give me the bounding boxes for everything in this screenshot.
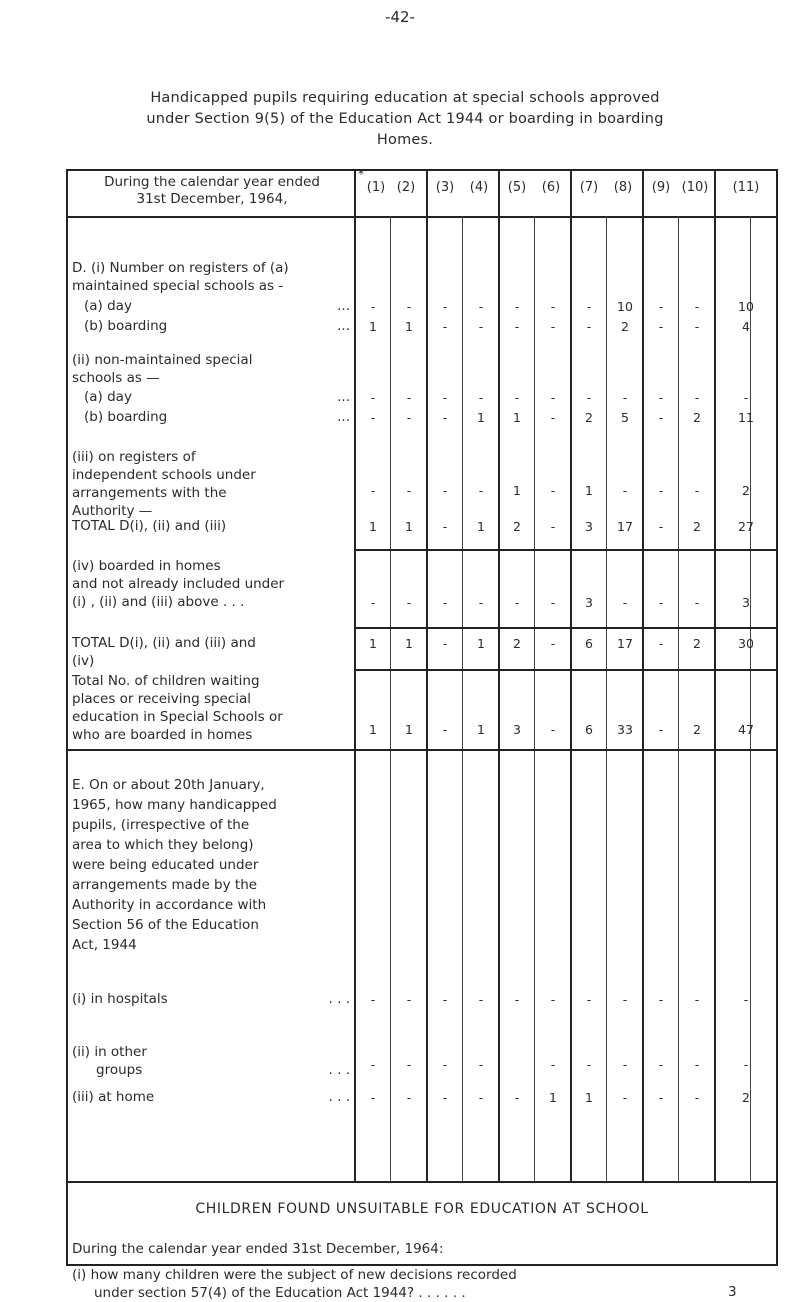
table-cell: 1 [405,519,413,534]
table-cell: - [622,595,628,610]
table-cell: - [406,1090,412,1105]
table-cell: - [442,319,448,334]
table-cell: 1 [513,483,521,498]
non-maintained-intro [72,351,354,387]
label-line: Total No. of children waiting [72,673,260,689]
label-line: (iv) [72,653,95,669]
table-cell: - [406,595,412,610]
table-cell: 33 [617,722,633,737]
table-cell: 2 [693,519,701,534]
table-cell: - [622,992,628,1007]
label-line: and not already included under [72,576,285,592]
table-cell: - [658,992,664,1007]
table-cell: - [406,1057,412,1072]
table-cell: - [478,1057,484,1072]
table-cell: - [658,595,664,610]
table-cell: - [694,299,700,314]
footer-separator [66,1181,778,1183]
sub-column-divider [390,216,391,1181]
table-cell: - [658,519,664,534]
table-cell: - [478,483,484,498]
table-cell: 10 [617,299,633,314]
table-cell: 1 [477,410,485,425]
label-line: (ii) non-maintained special [72,352,253,368]
label-line: Section 56 of the Education [72,917,259,933]
table-cell: - [370,410,376,425]
table-cell: 47 [738,722,754,737]
table-cell: - [514,595,520,610]
table-cell: - [586,299,592,314]
table-cell: 3 [585,595,593,610]
header-line: 31st December, 1964, [136,191,288,207]
label-text: TOTAL D(i), (ii) and (iii) [72,518,227,534]
row-separator [354,627,778,629]
table-cell: 17 [617,519,633,534]
table-cell: - [478,595,484,610]
table-cell: - [370,299,376,314]
header-line: During the calendar year ended [104,174,320,190]
table-cell: - [406,992,412,1007]
column-header: (10) [681,180,709,195]
label-line: arrangements with the [72,485,227,501]
table-cell: 1 [405,319,413,334]
table-cell: 5 [621,410,629,425]
table-cell: 2 [693,722,701,737]
table-row [66,635,778,653]
table-cell: - [442,1057,448,1072]
table-cell: - [442,519,448,534]
table-cell: - [694,390,700,405]
table-cell: - [370,595,376,610]
table-cell: - [370,1057,376,1072]
column-header: (5) [507,180,527,195]
table-cell: - [658,319,664,334]
label-text: (b) boarding [84,409,168,425]
question-line: under section 57(4) of the Education Act 1944? . . . . . . [94,1285,466,1301]
table-cell: - [370,483,376,498]
table-cell: 2 [621,319,629,334]
label-line: D. (i) Number on registers of (a) [72,260,289,276]
table-cell: - [622,1057,628,1072]
label-line: independent schools under [72,467,256,483]
table-cell: - [478,992,484,1007]
table-cell: 1 [477,636,485,651]
table-cell: - [658,722,664,737]
table-top-border [66,169,778,171]
label-line: (iii) on registers of [72,449,196,465]
table-cell: - [514,1090,520,1105]
table-cell: - [743,992,749,1007]
table-cell: - [370,992,376,1007]
table-cell: - [514,319,520,334]
table-cell: 2 [693,410,701,425]
table-cell: - [694,992,700,1007]
table-cell: - [658,1057,664,1072]
sub-column-divider [462,216,463,1181]
table-cell: - [550,636,556,651]
table-cell: 17 [617,636,633,651]
table-cell: - [406,410,412,425]
label-line: were being educated under [72,857,259,873]
table-cell: - [743,1057,749,1072]
table-cell: - [658,636,664,651]
section-d-intro [72,259,354,295]
label-line: area to which they belong) [72,837,254,853]
table-cell: - [442,410,448,425]
leader-dots: ... [337,318,350,334]
label-line: (i) , (ii) and (iii) above . . . [72,594,245,610]
title-line: Homes. [376,132,434,148]
table-cell: 1 [369,722,377,737]
table-cell: - [442,992,448,1007]
table-cell: 2 [742,1090,750,1105]
statistics-table [66,167,778,1301]
table-cell: 6 [585,636,593,651]
table-cell: - [406,299,412,314]
label-line: Authority in accordance with [72,897,267,913]
table-cell: - [586,1057,592,1072]
footer-question-intro: During the calendar year ended 31st December, 1964: [72,1241,444,1257]
footer-answer: 3 [728,1284,737,1300]
table-cell: 1 [513,410,521,425]
table-cell: - [658,483,664,498]
table-cell: - [478,299,484,314]
table-cell: 4 [742,319,750,334]
table-cell: - [658,1090,664,1105]
table-cell: - [658,410,664,425]
table-cell: 2 [585,410,593,425]
column-header: (4) [469,180,489,195]
leader-dots: ... [337,389,350,405]
label-text: (a) day [84,298,132,314]
page-number: -42- [385,8,415,26]
title-line: under Section 9(5) of the Education Act 1944 or boarding in boarding [146,111,664,127]
table-cell: 10 [738,299,754,314]
column-header: (1) [366,180,386,195]
independent-schools-label [72,420,354,520]
table-cell: - [442,1090,448,1105]
table-cell: - [743,390,749,405]
table-cell: 1 [405,722,413,737]
table-row [66,298,778,316]
table-cell: 2 [513,519,521,534]
table-row [66,594,778,612]
title-line: Handicapped pupils requiring education at special schools approved [150,90,660,106]
table-cell: 2 [513,636,521,651]
label-line: (ii) in other [72,1044,147,1060]
table-cell: 1 [369,519,377,534]
table-cell: - [622,1090,628,1105]
page-title [80,88,730,151]
label-line: pupils, (irrespective of the [72,817,250,833]
column-header: (6) [541,180,561,195]
table-cell: 1 [477,519,485,534]
label-text: (i) in hospitals [72,991,168,1007]
table-row [66,409,778,427]
table-cell: - [550,410,556,425]
table-cell: 30 [738,636,754,651]
label-line: TOTAL D(i), (ii) and (iii) and [72,635,256,651]
table-row [66,389,778,407]
question-line: (i) how many children were the subject of new decisions recorded [72,1267,517,1283]
table-row [66,991,778,1009]
table-cell: - [694,595,700,610]
table-cell: 3 [513,722,521,737]
column-header: (9) [651,180,671,195]
table-cell: 1 [405,636,413,651]
table-cell: 1 [585,1090,593,1105]
label-line: groups [96,1062,143,1078]
label-line: schools as — [72,370,160,386]
table-cell: - [370,1090,376,1105]
column-header: (3) [435,180,455,195]
table-cell: 1 [369,636,377,651]
sub-column-divider [534,216,535,1181]
table-cell: - [550,595,556,610]
column-header: (7) [579,180,599,195]
row-separator [354,669,778,671]
table-row [66,482,778,500]
table-cell: - [514,992,520,1007]
table-cell: - [478,390,484,405]
table-cell: - [550,299,556,314]
table-cell: - [442,722,448,737]
table-cell: - [586,992,592,1007]
leader-dots: . . . [328,1089,350,1105]
row-separator [354,549,778,551]
table-row [66,518,778,536]
leader-dots: ... [337,298,350,314]
section-separator [66,749,778,751]
sub-column-divider [678,216,679,1181]
table-row [66,1089,778,1107]
table-cell: - [406,483,412,498]
table-cell: - [550,390,556,405]
table-cell: - [694,483,700,498]
label-line: places or receiving special [72,691,252,707]
table-cell: 3 [742,595,750,610]
table-cell: 1 [477,722,485,737]
table-cell: - [478,319,484,334]
table-cell: - [658,390,664,405]
label-line: E. On or about 20th January, [72,777,265,793]
footer-question [72,1266,732,1302]
section-e-intro [72,775,354,955]
table-cell: 2 [693,636,701,651]
label-line: Act, 1944 [72,937,137,953]
table-row [66,1056,778,1074]
leader-dots: . . . [328,991,350,1007]
table-cell: - [550,483,556,498]
label-line: education in Special Schools or [72,709,283,725]
table-cell: 1 [369,319,377,334]
table-cell: - [442,390,448,405]
table-cell: 1 [549,1090,557,1105]
label-line: who are boarded in homes [72,727,253,743]
table-cell: - [550,319,556,334]
column-header: (11) [732,180,760,195]
unsuitable-children-heading: CHILDREN FOUND UNSUITABLE FOR EDUCATION AT SCHOOL [195,1201,649,1217]
label-line: maintained special schools as - [72,278,284,294]
table-cell: - [442,483,448,498]
label-text: (b) boarding [84,318,168,334]
table-cell: - [694,319,700,334]
table-cell: - [586,319,592,334]
table-cell: - [514,390,520,405]
asterisk-mark: * [358,167,364,181]
table-cell: 3 [585,519,593,534]
leader-dots: . . . [328,1062,350,1078]
table-cell: 27 [738,519,754,534]
table-cell: 1 [585,483,593,498]
table-cell: - [550,992,556,1007]
table-row [66,318,778,336]
table-cell: - [658,299,664,314]
table-cell: - [586,390,592,405]
sub-column-divider [750,216,751,1181]
label-text: (iii) at home [72,1089,155,1105]
label-text: (a) day [84,389,132,405]
table-cell: - [550,1057,556,1072]
table-cell: - [514,299,520,314]
label-line: arrangements made by the [72,877,258,893]
header-description [74,174,350,208]
table-cell: - [442,636,448,651]
table-cell: - [550,722,556,737]
table-cell: - [478,1090,484,1105]
table-row [66,721,778,739]
table-cell: - [622,483,628,498]
label-line: Authority — [72,503,153,519]
table-cell: 6 [585,722,593,737]
table-cell: - [370,390,376,405]
label-line: (iv) boarded in homes [72,558,221,574]
table-cell: - [442,299,448,314]
table-cell: - [550,519,556,534]
table-cell: 2 [742,483,750,498]
sub-column-divider [606,216,607,1181]
table-cell: - [694,1057,700,1072]
table-cell: - [694,1090,700,1105]
column-header: (2) [396,180,416,195]
table-cell: 11 [738,410,754,425]
leader-dots: ... [337,409,350,425]
table-cell: - [406,390,412,405]
table-cell: - [442,595,448,610]
table-cell: - [622,390,628,405]
header-divider [66,216,778,218]
column-header: (8) [613,180,633,195]
label-line: 1965, how many handicapped [72,797,277,813]
